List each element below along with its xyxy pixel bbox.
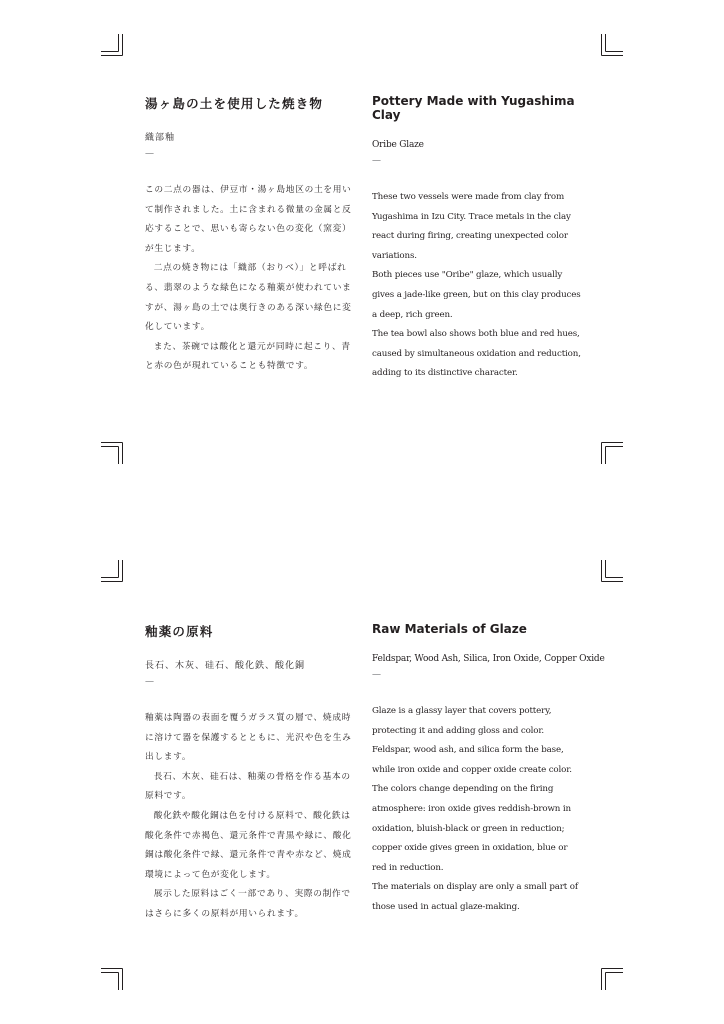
crop-mark-mid-left-upper: [101, 440, 125, 464]
section1-body-ja-paragraph: また、茶碗では酸化と還元が同時に起こり、青と赤の色が現れていることも特徴です。: [145, 341, 351, 372]
section2-english: [372, 622, 605, 918]
section1-english: [372, 94, 584, 384]
section2-body-en-paragraph: The materials on display are only a small part of those used in actual glaze-making.: [372, 882, 578, 912]
crop-mark-bottom-left: [101, 966, 125, 990]
section1-title-ja: 湯ヶ島の土を使用した焼き物: [145, 96, 324, 111]
section1-body-en-paragraph: The tea bowl also shows both blue and red hues, caused by simultaneous oxidation and reduction, adding to its distinctive character.: [372, 329, 581, 379]
section2-title-ja: 釉薬の原料: [145, 624, 214, 639]
section1-body-en-paragraph: Both pieces use "Oribe" glaze, which usually gives a jade-like green, but on this clay produces a deep, rich green.: [372, 270, 581, 320]
section1-title-en: Pottery Made with Yugashima Clay: [372, 94, 575, 122]
section2-body-en-paragraph: Feldspar, wood ash, and silica form the base, while iron oxide and copper oxide create color.: [372, 745, 572, 775]
section2-title-en: Raw Materials of Glaze: [372, 622, 527, 636]
section1-subtitle-ja: 織部釉: [145, 133, 176, 143]
crop-mark-mid-left-lower: [101, 560, 125, 584]
section1-dash-ja: —: [145, 149, 154, 159]
section2-body-en-paragraph: Glaze is a glassy layer that covers pottery, protecting it and adding gloss and color.: [372, 706, 552, 736]
crop-mark-bottom-right: [599, 966, 623, 990]
crop-mark-mid-right-lower: [599, 560, 623, 584]
section2-body-ja-paragraph: 展示した原料はごく一部であり、実際の制作ではさらに多くの原料が用いられます。: [145, 889, 351, 919]
section1-body-en-paragraph: These two vessels were made from clay from Yugashima in Izu City. Trace metals in the clay react during firing, creating unexpected color variations.: [372, 192, 571, 261]
section1-body-ja-paragraph: 二点の焼き物には「織部（おりべ）」と呼ばれる、翡翠のような緑色になる釉薬が使われていますが、湯ヶ島の土では奥行きのある深い緑色に変化しています。: [145, 263, 352, 333]
section2-body-ja-paragraph: 釉薬は陶器の表面を覆うガラス質の層で、焼成時に溶けて器を保護するとともに、光沢や色を生み出します。: [145, 713, 352, 763]
section2-dash-en: —: [372, 670, 381, 680]
section2-body-ja-paragraph: 酸化鉄や酸化銅は色を付ける原料で、酸化鉄は酸化条件で赤褐色、還元条件で青黒や緑に、酸化銅は酸化条件で緑、還元条件で青や赤など、焼成環境によって色が変化します。: [145, 810, 352, 880]
section1-body-ja-paragraph: この二点の器は、伊豆市・湯ヶ島地区の土を用いて制作されました。土に含まれる微量の金属と反応することで、思いも寄らない色の変化（窯変）が生じます。: [145, 185, 352, 254]
section1-body-en: [372, 188, 584, 384]
crop-mark-mid-right-upper: [599, 440, 623, 464]
section1-subtitle-en: Oribe Glaze: [372, 140, 424, 150]
section2-body-ja: [145, 709, 357, 925]
section2-body-ja-paragraph: 長石、木灰、硅石は、釉薬の骨格を作る基本の原料です。: [145, 771, 351, 802]
crop-mark-top-right: [599, 34, 623, 58]
section1-japanese: [145, 94, 357, 377]
section2-subtitle-en: Feldspar, Wood Ash, Silica, Iron Oxide, Copper Oxide: [372, 654, 605, 664]
section2-subtitle-ja: 長石、木灰、硅石、酸化鉄、酸化銅: [145, 661, 306, 671]
section1-dash-en: —: [372, 156, 381, 166]
section2-body-en-paragraph: The colors change depending on the firing atmosphere: iron oxide gives reddish-brown in oxidation, bluish-black or green in reduction; copper oxide gives green in oxidation, blue or red in reduction.: [372, 784, 571, 873]
section2-body-en: [372, 702, 584, 918]
section2-dash-ja: —: [145, 677, 154, 687]
section2-japanese: [145, 622, 357, 925]
crop-mark-top-left: [101, 34, 125, 58]
section1-body-ja: [145, 181, 357, 377]
